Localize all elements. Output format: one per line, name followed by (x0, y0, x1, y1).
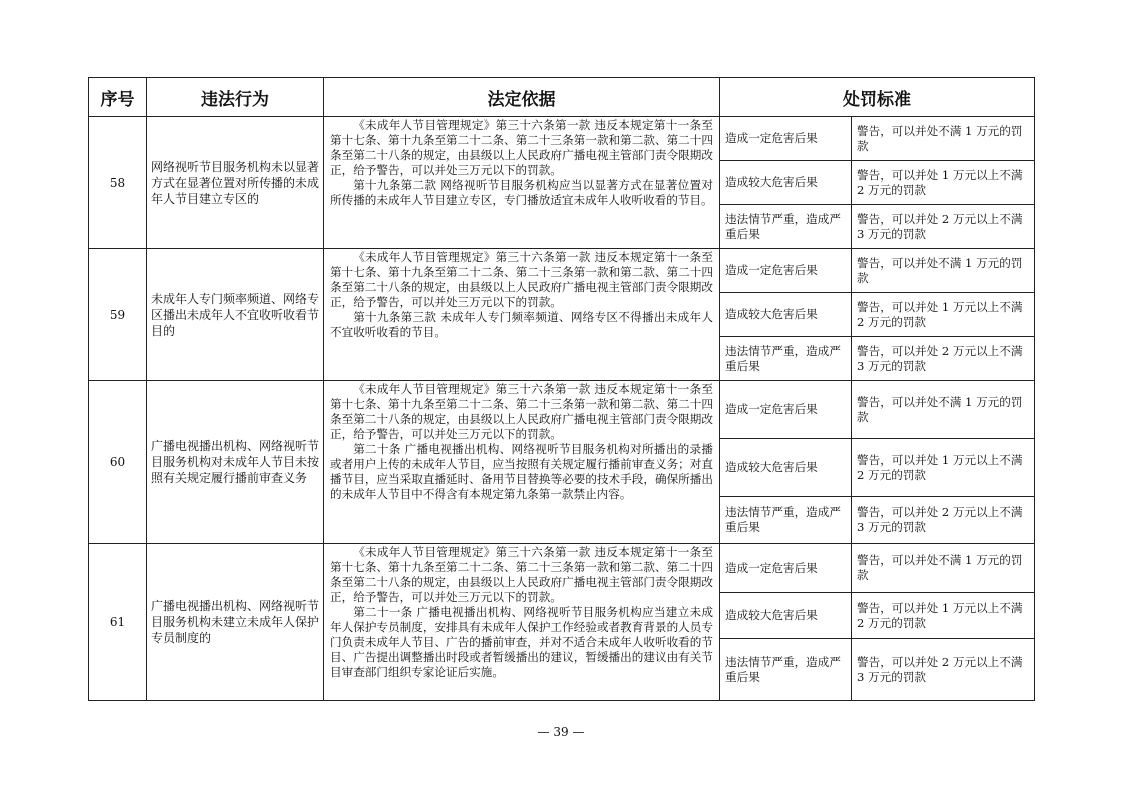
penalty-text: 警告，可以并处不满 1 万元的罚款 (852, 249, 1035, 293)
header-serial-number: 序号 (89, 78, 147, 117)
row-number: 58 (89, 117, 147, 249)
row-number: 60 (89, 381, 147, 544)
consequence-level: 造成较大危害后果 (720, 593, 852, 639)
consequence-level: 违法情节严重，造成严重后果 (720, 497, 852, 544)
violation-text: 广播电视播出机构、网络视听节目服务机构对未成年人节目未按照有关规定履行播前审查义务 (147, 381, 324, 544)
table-row (89, 381, 1035, 439)
consequence-level: 违法情节严重，造成严重后果 (720, 205, 852, 249)
table-row (89, 544, 1035, 593)
consequence-level: 造成一定危害后果 (720, 381, 852, 439)
consequence-level: 违法情节严重，造成严重后果 (720, 639, 852, 701)
violation-text: 网络视听节目服务机构未以显著方式在显著位置对所传播的未成年人节目建立专区的 (147, 117, 324, 249)
page-number: — 39 — (537, 725, 585, 739)
violation-text: 未成年人专门频率频道、网络专区播出未成年人不宜收听收看节目的 (147, 249, 324, 381)
consequence-level: 造成较大危害后果 (720, 439, 852, 497)
penalty-text: 警告，可以并处 2 万元以上不满 3 万元的罚款 (852, 639, 1035, 701)
violation-text: 广播电视播出机构、网络视听节目服务机构未建立未成年人保护专员制度的 (147, 544, 324, 701)
legal-basis-paragraph: 《未成年人节目管理规定》第三十六条第一款 违反本规定第十一条至第十七条、第十九条至第二十二条、第二十三条第一款和第二款、第二十四条至第二十八条的规定，由县级以上人民政府广播电视主管部门责令限期改正，给予警告，可以并处三万元以下的罚款。 (330, 382, 713, 441)
header-row (89, 78, 1035, 117)
legal-basis-paragraph: 第二十条 广播电视播出机构、网络视听节目服务机构对所播出的录播或者用户上传的未成年人节目，应当按照有关规定履行播前审查义务；对直播节目，应当采取直播延时、备用节目替换等必要的技术手段，确保所播出的未成年人节目中不得含有本规定第九条第一款禁止内容。 (330, 442, 713, 501)
legal-basis-paragraph: 第十九条第二款 网络视听节目服务机构应当以显著方式在显著位置对所传播的未成年人节目建立专区，专门播放适宜未成年人收听收看的节目。 (330, 178, 713, 207)
table-row (89, 117, 1035, 161)
penalty-text: 警告，可以并处 2 万元以上不满 3 万元的罚款 (852, 337, 1035, 381)
header-violation: 违法行为 (147, 78, 324, 117)
row-number: 61 (89, 544, 147, 701)
legal-basis-paragraph: 《未成年人节目管理规定》第三十六条第一款 违反本规定第十一条至第十七条、第十九条至第二十二条、第二十三条第一款和第二款、第二十四条至第二十八条的规定，由县级以上人民政府广播电视主管部门责令限期改正，给予警告，可以并处三万元以下的罚款。 (330, 545, 713, 604)
legal-basis-paragraph: 第二十一条 广播电视播出机构、网络视听节目服务机构应当建立未成年人保护专员制度，安排具有未成年人保护工作经验或者教育背景的人员专门负责未成年人节目、广告的播前审查，并对不适合未成年人收听收看的节目、广告提出调整播出时段或者暂缓播出的建议，暂缓播出的建议由有关节目审查部门组织专家论证后实施。 (330, 605, 713, 679)
table-row (89, 249, 1035, 293)
consequence-level: 造成一定危害后果 (720, 117, 852, 161)
penalty-text: 警告，可以并处 2 万元以上不满 3 万元的罚款 (852, 497, 1035, 544)
consequence-level: 造成一定危害后果 (720, 249, 852, 293)
legal-basis-paragraph: 《未成年人节目管理规定》第三十六条第一款 违反本规定第十一条至第十七条、第十九条至第二十二条、第二十三条第一款和第二款、第二十四条至第二十八条的规定，由县级以上人民政府广播电视主管部门责令限期改正，给予警告，可以并处三万元以下的罚款。 (330, 118, 713, 177)
legal-basis (324, 381, 720, 544)
row-number: 59 (89, 249, 147, 381)
penalty-text: 警告，可以并处不满 1 万元的罚款 (852, 381, 1035, 439)
penalty-text: 警告，可以并处 1 万元以上不满 2 万元的罚款 (852, 293, 1035, 337)
header-penalty-standard: 处罚标准 (720, 78, 1035, 117)
legal-basis-paragraph: 第十九条第三款 未成年人专门频率频道、网络专区不得播出未成年人不宜收听收看的节目。 (330, 310, 713, 339)
header-legal-basis: 法定依据 (324, 78, 720, 117)
consequence-level: 造成一定危害后果 (720, 544, 852, 593)
penalty-text: 警告，可以并处不满 1 万元的罚款 (852, 117, 1035, 161)
consequence-level: 造成较大危害后果 (720, 293, 852, 337)
penalty-text: 警告，可以并处 1 万元以上不满 2 万元的罚款 (852, 593, 1035, 639)
legal-basis (324, 249, 720, 381)
legal-basis (324, 117, 720, 249)
consequence-level: 造成较大危害后果 (720, 161, 852, 205)
penalty-text: 警告，可以并处不满 1 万元的罚款 (852, 544, 1035, 593)
penalty-text: 警告，可以并处 2 万元以上不满 3 万元的罚款 (852, 205, 1035, 249)
penalty-text: 警告，可以并处 1 万元以上不满 2 万元的罚款 (852, 439, 1035, 497)
penalty-standard-table (88, 77, 1035, 701)
legal-basis-paragraph: 《未成年人节目管理规定》第三十六条第一款 违反本规定第十一条至第十七条、第十九条至第二十二条、第二十三条第一款和第二款、第二十四条至第二十八条的规定，由县级以上人民政府广播电视主管部门责令限期改正，给予警告，可以并处三万元以下的罚款。 (330, 250, 713, 309)
penalty-text: 警告，可以并处 1 万元以上不满 2 万元的罚款 (852, 161, 1035, 205)
consequence-level: 违法情节严重，造成严重后果 (720, 337, 852, 381)
legal-basis (324, 544, 720, 701)
